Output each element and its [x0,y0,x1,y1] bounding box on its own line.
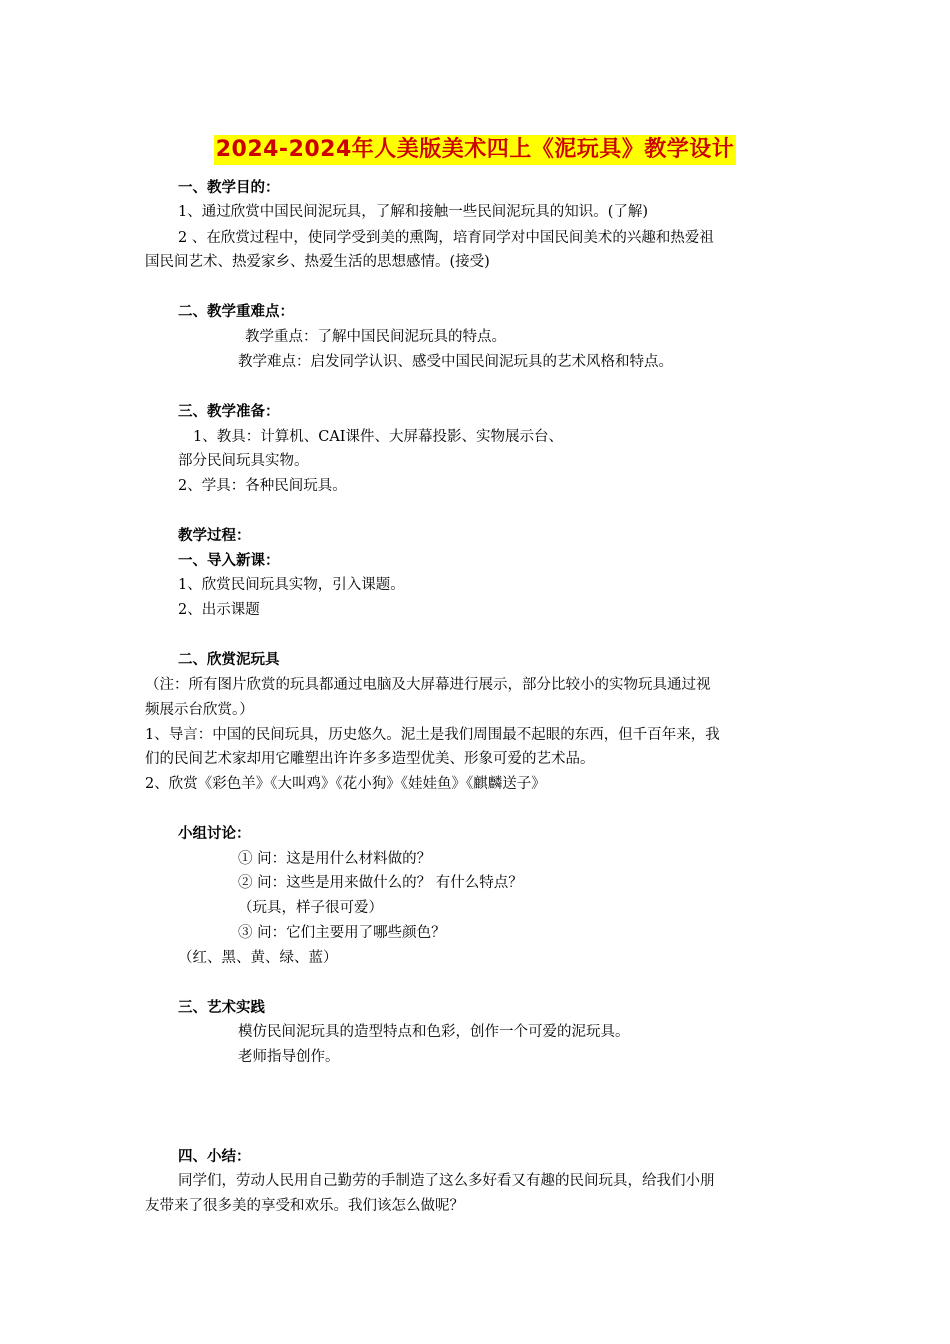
discussion-answer-3: （红、黑、黄、绿、蓝） [178,950,338,966]
preparation-item-2: 2、学具：各种民间玩具。 [178,478,347,494]
practice-line-2: 老师指导创作。 [238,1049,340,1065]
step-heading-summary: 四、小结： [178,1149,251,1165]
appreciation-note-line-2: 频展示台欣赏。） [145,702,254,718]
objective-item-1: 1、通过欣赏中国民间泥玩具，了解和接触一些民间泥玩具的知识。(了解) [178,204,649,220]
section-heading-key-points: 二、教学重难点： [178,304,294,320]
intro-item-1: 1、欣赏民间玩具实物，引入课题。 [178,577,405,593]
discussion-answer-2: （玩具，样子很可爱） [238,900,383,916]
step-heading-appreciation: 二、欣赏泥玩具 [178,652,280,668]
summary-line-1: 同学们，劳动人民用自己勤劳的手制造了这么多好看又有趣的民间玩具，给我们小朋 [178,1173,715,1189]
summary-line-2: 友带来了很多美的享受和欢乐。我们该怎么做呢？ [145,1198,464,1214]
appreciation-works: 2、欣赏《彩色羊》《大叫鸡》《花小狗》《娃娃鱼》《麒麟送子》 [145,776,546,792]
title-wrapper [0,135,950,165]
intro-item-2: 2、出示课题 [178,602,260,618]
document-title: 2024-2024年人美版美术四上《泥玩具》教学设计 [214,135,737,165]
practice-line-1: 模仿民间泥玩具的造型特点和色彩，创作一个可爱的泥玩具。 [238,1024,630,1040]
appreciation-intro-line-1: 1、导言：中国的民间玩具，历史悠久。泥土是我们周围最不起眼的东西，但千百年来，我 [145,727,720,743]
step-heading-intro: 一、导入新课： [178,553,280,569]
preparation-item-1-line-2: 部分民间玩具实物。 [178,453,309,469]
section-heading-preparation: 三、教学准备： [178,404,280,420]
step-heading-practice: 三、艺术实践 [178,1000,265,1016]
section-heading-objectives: 一、教学目的： [178,180,280,196]
process-heading: 教学过程： [178,528,251,544]
key-point: 教学重点：了解中国民间泥玩具的特点。 [245,329,506,345]
objective-item-2-line-2: 国民间艺术、热爱家乡、热爱生活的思想感情。(接受) [145,254,490,270]
discussion-question-2: ② 问：这些是用来做什么的？ 有什么特点？ [238,875,523,891]
appreciation-intro-line-2: 们的民间艺术家却用它雕塑出许许多多造型优美、形象可爱的艺术品。 [145,751,595,767]
preparation-item-1-line-1: 1、教具：计算机、CAI课件、大屏幕投影、实物展示台、 [193,429,564,445]
discussion-question-3: ③ 问：它们主要用了哪些颜色？ [238,925,446,941]
difficulty-point: 教学难点：启发同学认识、感受中国民间泥玩具的艺术风格和特点。 [238,354,673,370]
discussion-question-1: ① 问：这是用什么材料做的？ [238,851,432,867]
discussion-heading: 小组讨论： [178,826,251,842]
appreciation-note-line-1: （注：所有图片欣赏的玩具都通过电脑及大屏幕进行展示，部分比较小的实物玩具通过视 [145,677,711,693]
objective-item-2-line-1: 2 、在欣赏过程中，使同学受到美的熏陶，培育同学对中国民间美术的兴趣和热爱祖 [178,230,714,246]
